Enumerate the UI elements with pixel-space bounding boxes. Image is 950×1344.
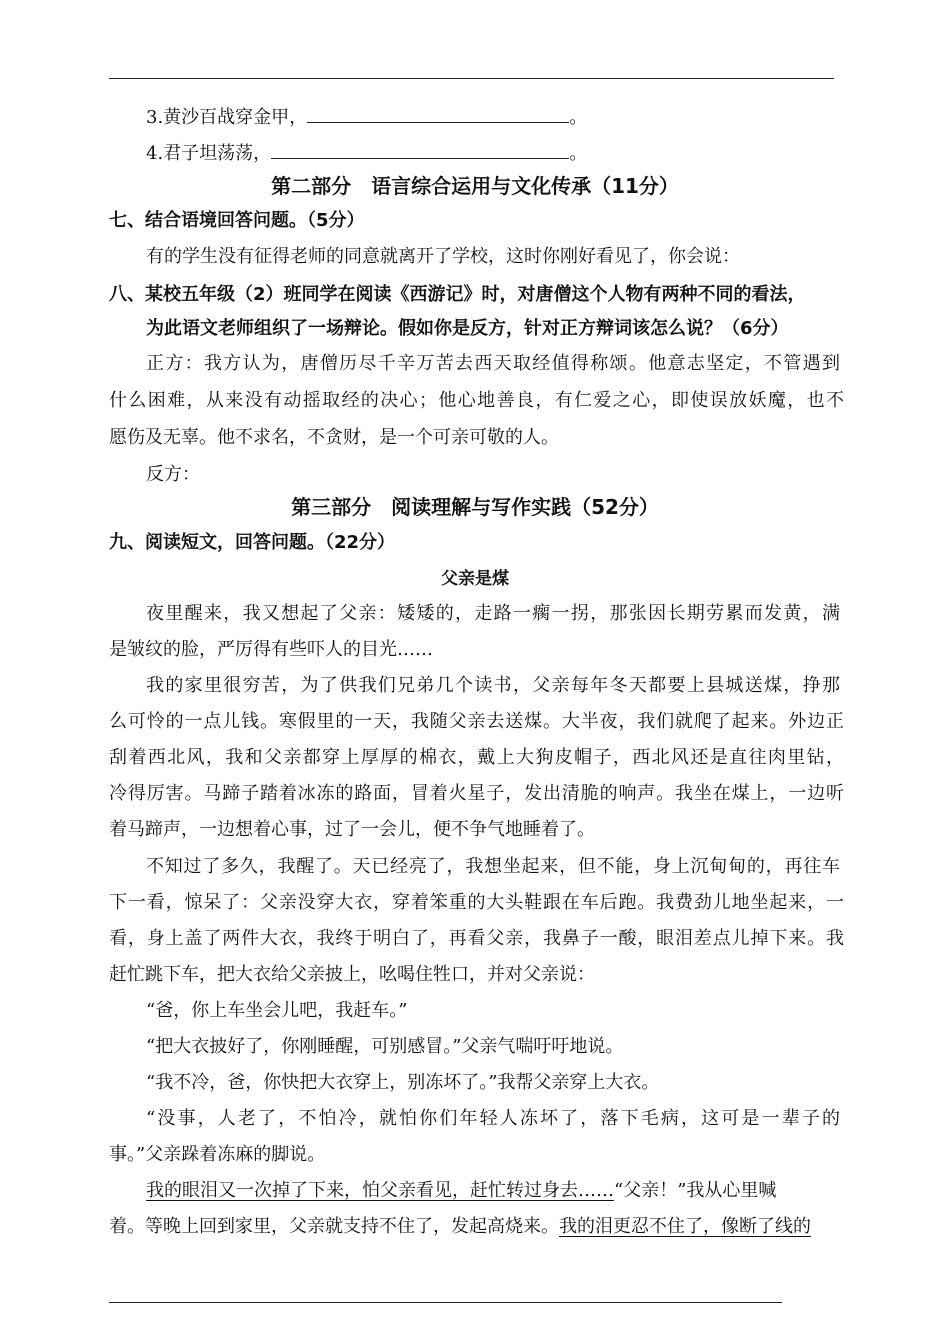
dialogue-4-line-2: 事。”父亲跺着冻麻的脚说。 bbox=[109, 1144, 326, 1165]
passage-p3-line-2: 下一看，惊呆了：父亲没穿大衣，穿着笨重的大头鞋跟在车后跑。我费劲儿地坐起来，一 bbox=[109, 892, 844, 913]
dialogue-4-line-1: “没事，人老了，不怕冷，就怕你们年轻人冻坏了，落下毛病，这可是一辈子的 bbox=[146, 1108, 840, 1129]
underlined-sentence-2: 我的泪更忍不住了，像断了线的 bbox=[559, 1216, 811, 1237]
header-rule bbox=[109, 78, 834, 79]
poem-line-3: 3.黄沙百战穿金甲， 。 bbox=[146, 107, 588, 128]
passage-p3-line-3: 看，身上盖了两件大衣，我终于明白了，再看父亲，我鼻子一酸，眼泪差点儿掉下来。我 bbox=[109, 928, 844, 949]
part2-heading: 第二部分 语言综合运用与文化传承（11分） bbox=[271, 174, 679, 198]
passage-p2-line-5: 着马蹄声，一边想着心事，过了一会儿，便不争气地睡着了。 bbox=[109, 819, 595, 840]
passage-p1-line-2: 是皱纹的脸，严厉得有些吓人的目光…… bbox=[109, 639, 433, 660]
passage-p2-line-1: 我的家里很穷苦，为了供我们兄弟几个读书，父亲每年冬天都要上县城送煤，挣那 bbox=[146, 675, 840, 696]
q8-positive-line-3: 愿伤及无辜。他不求名，不贪财，是一个可亲可敬的人。 bbox=[109, 427, 559, 448]
passage-p3-line-1: 不知过了多久，我醒了。天已经亮了，我想坐起来，但不能，身上沉甸甸的，再往车 bbox=[146, 856, 840, 877]
dialogue-3: “我不冷，爸，你快把大衣穿上，别冻坏了。”我帮父亲穿上大衣。 bbox=[146, 1072, 660, 1093]
passage-p2-line-4: 冷得厉害。马蹄子踏着冰冻的路面，冒着火星子，发出清脆的响声。我坐在煤上，一边听 bbox=[109, 783, 844, 804]
q8-negative-label: 反方： bbox=[146, 464, 200, 485]
passage-title: 父亲是煤 bbox=[441, 569, 509, 589]
passage-p4-line-2: 着。等晚上回到家里，父亲就支持不住了，发起高烧来。我的泪更忍不住了，像断了线的 bbox=[109, 1216, 811, 1237]
footer-rule bbox=[109, 1302, 782, 1303]
poem-line-4: 4.君子坦荡荡， 。 bbox=[146, 143, 588, 164]
q8-title-line-2: 为此语文老师组织了一场辩论。假如你是反方，针对正方辩词该怎么说？（6分） bbox=[146, 318, 789, 339]
answer-blank-4[interactable] bbox=[271, 142, 569, 159]
q8-positive-line-1: 正方：我方认为，唐僧历尽千辛万苦去西天取经值得称颂。他意志坚定，不管遇到 bbox=[146, 353, 840, 374]
q7-title: 七、结合语境回答问题。（5分） bbox=[109, 210, 365, 231]
passage-p3-line-4: 赶忙跳下车，把大衣给父亲披上，吆喝住牲口，并对父亲说： bbox=[109, 964, 595, 985]
q9-title: 九、阅读短文，回答问题。（22分） bbox=[109, 532, 396, 553]
passage-p4-line-1: 我的眼泪又一次掉了下来，怕父亲看见，赶忙转过身去……“父亲！”我从心里喊 bbox=[146, 1180, 777, 1201]
passage-p2-line-2: 么可怜的一点儿钱。寒假里的一天，我随父亲去送煤。大半夜，我们就爬了起来。外边正 bbox=[109, 711, 844, 732]
part3-heading: 第三部分 阅读理解与写作实践（52分） bbox=[291, 495, 659, 519]
underlined-sentence-1: 我的眼泪又一次掉了下来，怕父亲看见，赶忙转过身去…… bbox=[146, 1180, 614, 1201]
q8-positive-line-2: 什么困难，从来没有动摇取经的决心；他心地善良，有仁爱之心，即使误放妖魔，也不 bbox=[109, 390, 844, 411]
q8-title-line-1: 八、某校五年级（2）班同学在阅读《西游记》时，对唐僧这个人物有两种不同的看法， bbox=[109, 284, 806, 305]
q7-text: 有的学生没有征得老师的同意就离开了学校，这时你刚好看见了，你会说： bbox=[146, 246, 740, 267]
answer-blank-3[interactable] bbox=[307, 106, 569, 123]
dialogue-1: “爸，你上车坐会儿吧，我赶车。” bbox=[146, 1000, 408, 1021]
dialogue-2: “把大衣披好了，你刚睡醒，可别感冒。”父亲气喘吁吁地说。 bbox=[146, 1036, 624, 1057]
passage-p2-line-3: 刮着西北风，我和父亲都穿上厚厚的棉衣，戴上大狗皮帽子，西北风还是直往肉里钻， bbox=[109, 747, 844, 768]
passage-p1-line-1: 夜里醒来，我又想起了父亲：矮矮的，走路一瘸一拐，那张因长期劳累而发黄，满 bbox=[146, 603, 840, 624]
